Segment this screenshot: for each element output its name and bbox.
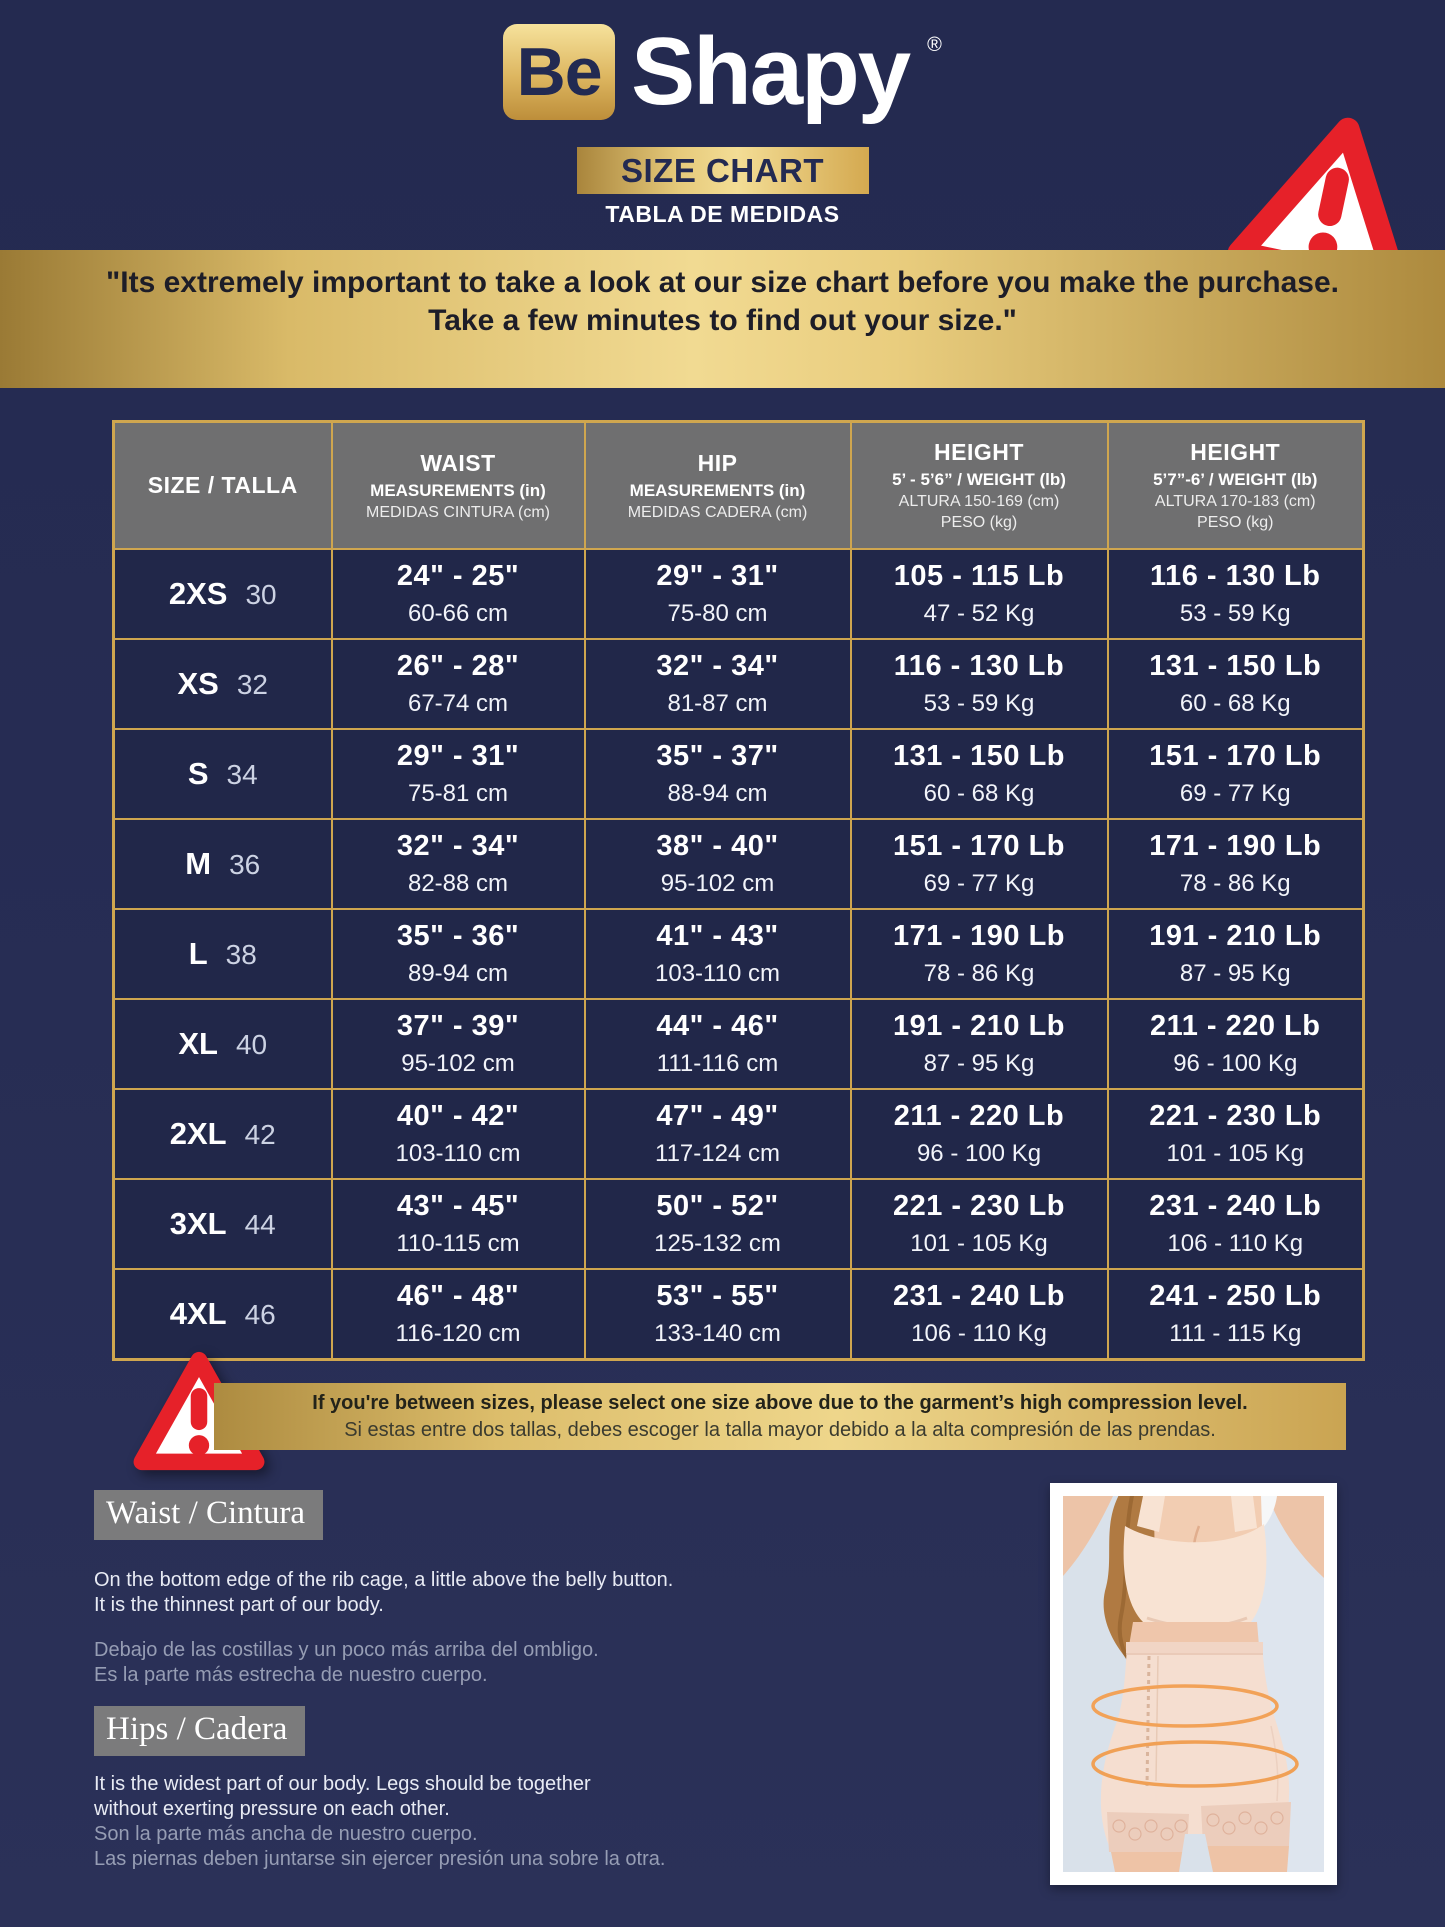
size-cell bbox=[114, 999, 332, 1089]
talla-number: 42 bbox=[244, 1119, 276, 1150]
weight-tall-kg: 60 - 68 Kg bbox=[1179, 690, 1291, 717]
weight-tall-kg: 101 - 105 Kg bbox=[1166, 1140, 1304, 1167]
weight-short-kg: 78 - 86 Kg bbox=[923, 960, 1035, 987]
weight-short-kg: 96 - 100 Kg bbox=[916, 1140, 1042, 1167]
hip-cell bbox=[585, 1269, 851, 1360]
size-chart-title-bar bbox=[577, 147, 869, 194]
header-hip-sub-bold: MEASUREMENTS (in) bbox=[629, 480, 806, 500]
header-height1-sub-bold: 5’ - 5’6” / WEIGHT (lb) bbox=[892, 470, 1066, 489]
weight-tall-kg: 111 - 115 Kg bbox=[1169, 1320, 1302, 1347]
waist-cm: 95-102 cm bbox=[401, 1050, 515, 1077]
waist-cm: 67-74 cm bbox=[407, 690, 509, 717]
weight-short-lb: 105 - 115 Lb bbox=[893, 560, 1065, 592]
waist-cell bbox=[332, 1179, 585, 1269]
talla-number: 38 bbox=[225, 939, 257, 970]
hips-section-heading: Hips / Cadera bbox=[94, 1706, 305, 1756]
size-label: 3XL bbox=[169, 1206, 227, 1241]
size-label: S bbox=[187, 756, 209, 791]
talla-number: 36 bbox=[229, 849, 261, 880]
waist-es-line-1: Debajo de las costillas y un poco más arriba del ombligo. bbox=[94, 1639, 599, 1661]
banner-line-1: "Its extremely important to take a look at our size chart before you make the purchase. bbox=[106, 266, 1339, 299]
hip-inches: 50" - 52" bbox=[656, 1190, 779, 1222]
talla-number: 46 bbox=[244, 1299, 276, 1330]
hip-cm: 81-87 cm bbox=[667, 690, 768, 717]
logo-shapy-text: Shapy bbox=[631, 18, 910, 125]
weight-tall-cell bbox=[1108, 909, 1364, 999]
header-row bbox=[114, 422, 1364, 550]
hip-cm: 88-94 cm bbox=[667, 780, 768, 807]
table-row bbox=[114, 729, 1364, 819]
hip-cell bbox=[585, 999, 851, 1089]
waist-cm: 116-120 cm bbox=[395, 1320, 521, 1347]
tabla-de-medidas-subtitle: TABLA DE MEDIDAS bbox=[605, 201, 840, 227]
hips-en-line-1: It is the widest part of our body. Legs should be together bbox=[94, 1773, 591, 1795]
weight-short-cell bbox=[851, 999, 1108, 1089]
hip-cell bbox=[585, 1089, 851, 1179]
waist-en-line-2: It is the thinnest part of our body. bbox=[94, 1594, 384, 1616]
hip-cell bbox=[585, 639, 851, 729]
header-waist bbox=[332, 422, 585, 550]
weight-short-lb: 131 - 150 Lb bbox=[892, 740, 1066, 772]
weight-short-lb: 171 - 190 Lb bbox=[892, 920, 1066, 952]
waist-inches: 24" - 25" bbox=[396, 560, 520, 592]
waist-cm: 60-66 cm bbox=[407, 600, 509, 627]
header-height1-title: HEIGHT bbox=[934, 439, 1024, 465]
weight-tall-kg: 106 - 110 Kg bbox=[1167, 1230, 1304, 1257]
weight-tall-kg: 78 - 86 Kg bbox=[1179, 870, 1291, 897]
table-row bbox=[114, 639, 1364, 729]
size-label: L bbox=[188, 936, 208, 971]
talla-number: 30 bbox=[245, 579, 277, 610]
header-height2-title: HEIGHT bbox=[1190, 439, 1281, 465]
note-line-en: If you're between sizes, please select one size above due to the garment’s high compression level. bbox=[312, 1392, 1248, 1414]
header-height-1 bbox=[851, 422, 1108, 550]
waist-cell bbox=[332, 549, 585, 639]
size-cell bbox=[114, 639, 332, 729]
header-height2-sub: ALTURA 170-183 (cm) bbox=[1154, 493, 1316, 510]
weight-short-kg: 101 - 105 Kg bbox=[910, 1230, 1048, 1257]
table-row bbox=[114, 549, 1364, 639]
hips-es-line-1: Son la parte más ancha de nuestro cuerpo. bbox=[94, 1823, 478, 1845]
table-row bbox=[114, 1179, 1364, 1269]
weight-tall-cell bbox=[1108, 1179, 1364, 1269]
size-cell bbox=[114, 909, 332, 999]
header-hip-title: HIP bbox=[697, 449, 738, 476]
weight-short-kg: 106 - 110 Kg bbox=[911, 1320, 1047, 1347]
weight-tall-lb: 241 - 250 Lb bbox=[1149, 1280, 1322, 1312]
hips-es-line-2: Las piernas deben juntarse sin ejercer presión una sobre la otra. bbox=[94, 1848, 666, 1870]
weight-tall-lb: 191 - 210 Lb bbox=[1149, 920, 1322, 952]
waist-inches: 37" - 39" bbox=[396, 1010, 520, 1042]
waist-inches: 43" - 45" bbox=[396, 1190, 520, 1222]
shapewear-illustration bbox=[1063, 1496, 1324, 1872]
size-cell bbox=[114, 1269, 332, 1360]
weight-short-cell bbox=[851, 1089, 1108, 1179]
weight-tall-cell bbox=[1108, 549, 1364, 639]
weight-tall-lb: 231 - 240 Lb bbox=[1149, 1190, 1322, 1222]
weight-tall-lb: 171 - 190 Lb bbox=[1149, 830, 1322, 862]
note-line-es: Si estas entre dos tallas, debes escoger la talla mayor debido a la alta compresión de las prendas. bbox=[344, 1419, 1216, 1441]
weight-short-cell bbox=[851, 729, 1108, 819]
table-row bbox=[114, 999, 1364, 1089]
talla-number: 34 bbox=[226, 759, 258, 790]
weight-short-lb: 231 - 240 Lb bbox=[892, 1280, 1066, 1312]
size-table-body bbox=[114, 549, 1364, 1360]
hip-cm: 125-132 cm bbox=[654, 1230, 781, 1257]
weight-short-cell bbox=[851, 1269, 1108, 1360]
hip-inches: 32" - 34" bbox=[656, 650, 779, 682]
header-height1-sub2: PESO (kg) bbox=[940, 514, 1018, 531]
weight-tall-cell bbox=[1108, 999, 1364, 1089]
waist-cell bbox=[332, 1269, 585, 1360]
weight-short-cell bbox=[851, 1179, 1108, 1269]
hip-inches: 38" - 40" bbox=[656, 830, 779, 862]
weight-short-lb: 151 - 170 Lb bbox=[892, 830, 1066, 862]
table-row bbox=[114, 1089, 1364, 1179]
header-waist-sub: MEDIDAS CINTURA (cm) bbox=[366, 503, 550, 521]
weight-short-lb: 211 - 220 Lb bbox=[893, 1100, 1065, 1132]
header-height2-sub-bold: 5’7”-6’ / WEIGHT (lb) bbox=[1153, 470, 1318, 489]
waist-cm: 75-81 cm bbox=[407, 780, 509, 807]
table-row bbox=[114, 1269, 1364, 1360]
waist-description-en bbox=[94, 1568, 673, 1618]
weight-short-cell bbox=[851, 549, 1108, 639]
weight-short-kg: 87 - 95 Kg bbox=[923, 1050, 1035, 1077]
brand-logo bbox=[0, 18, 1445, 125]
weight-short-lb: 116 - 130 Lb bbox=[893, 650, 1065, 682]
size-cell bbox=[114, 729, 332, 819]
hip-cell bbox=[585, 819, 851, 909]
weight-tall-lb: 116 - 130 Lb bbox=[1150, 560, 1321, 592]
hips-description-es bbox=[94, 1822, 665, 1872]
hip-inches: 44" - 46" bbox=[656, 1010, 779, 1042]
hip-cm: 111-116 cm bbox=[656, 1050, 779, 1077]
weight-short-cell bbox=[851, 639, 1108, 729]
waist-es-line-2: Es la parte más estrecha de nuestro cuerpo. bbox=[94, 1664, 488, 1686]
size-label: M bbox=[185, 846, 212, 881]
size-table-header bbox=[114, 422, 1364, 550]
waist-description-es bbox=[94, 1638, 599, 1688]
table-row bbox=[114, 909, 1364, 999]
header-hip-sub: MEDIDAS CADERA (cm) bbox=[627, 503, 808, 521]
size-cell bbox=[114, 1179, 332, 1269]
weight-tall-kg: 69 - 77 Kg bbox=[1179, 780, 1291, 807]
weight-short-kg: 47 - 52 Kg bbox=[923, 600, 1035, 627]
header-size-title: SIZE / TALLA bbox=[147, 472, 298, 498]
waist-cm: 110-115 cm bbox=[396, 1230, 520, 1257]
header-size-talla bbox=[114, 422, 332, 550]
weight-tall-kg: 96 - 100 Kg bbox=[1173, 1050, 1298, 1077]
hip-cm: 75-80 cm bbox=[667, 600, 768, 627]
waist-cell bbox=[332, 729, 585, 819]
hips-en-line-2: without exerting pressure on each other. bbox=[94, 1798, 450, 1820]
waist-cm: 89-94 cm bbox=[407, 960, 509, 987]
hip-cell bbox=[585, 549, 851, 639]
hip-cell bbox=[585, 909, 851, 999]
size-table bbox=[112, 420, 1365, 1361]
hip-inches: 47" - 49" bbox=[656, 1100, 779, 1132]
importance-banner bbox=[0, 250, 1445, 388]
weight-tall-lb: 221 - 230 Lb bbox=[1149, 1100, 1322, 1132]
weight-tall-cell bbox=[1108, 1089, 1364, 1179]
weight-tall-cell bbox=[1108, 819, 1364, 909]
waist-cell bbox=[332, 909, 585, 999]
weight-tall-lb: 131 - 150 Lb bbox=[1149, 650, 1322, 682]
hip-inches: 53" - 55" bbox=[656, 1280, 779, 1312]
size-chart-title: SIZE CHART bbox=[621, 151, 824, 189]
size-cell bbox=[114, 549, 332, 639]
waist-cell bbox=[332, 819, 585, 909]
weight-short-kg: 60 - 68 Kg bbox=[923, 780, 1035, 807]
waist-inches: 35" - 36" bbox=[396, 920, 520, 952]
hip-inches: 41" - 43" bbox=[656, 920, 779, 952]
talla-number: 44 bbox=[244, 1209, 276, 1240]
size-label: 2XL bbox=[169, 1116, 227, 1151]
hip-cm: 133-140 cm bbox=[654, 1320, 781, 1347]
weight-short-cell bbox=[851, 819, 1108, 909]
waist-inches: 46" - 48" bbox=[396, 1280, 520, 1312]
header-waist-sub-bold: MEASUREMENTS (in) bbox=[370, 480, 546, 500]
waist-section-heading: Waist / Cintura bbox=[94, 1490, 323, 1540]
hip-inches: 29" - 31" bbox=[656, 560, 779, 592]
weight-tall-kg: 53 - 59 Kg bbox=[1179, 600, 1291, 627]
banner-line-2: Take a few minutes to find out your size." bbox=[428, 304, 1017, 337]
hip-cell bbox=[585, 1179, 851, 1269]
header-waist-title: WAIST bbox=[420, 449, 496, 476]
size-label: XS bbox=[177, 666, 219, 701]
hips-description-en bbox=[94, 1772, 591, 1822]
header-height2-sub2: PESO (kg) bbox=[1197, 514, 1274, 531]
waist-cell bbox=[332, 1089, 585, 1179]
weight-tall-cell bbox=[1108, 729, 1364, 819]
hip-cm: 117-124 cm bbox=[655, 1140, 780, 1167]
weight-short-kg: 69 - 77 Kg bbox=[923, 870, 1035, 897]
shapewear-photo bbox=[1050, 1483, 1337, 1885]
talla-number: 40 bbox=[235, 1029, 268, 1060]
size-cell bbox=[114, 1089, 332, 1179]
weight-tall-cell bbox=[1108, 1269, 1364, 1360]
hip-inches: 35" - 37" bbox=[656, 740, 779, 772]
waist-cm: 82-88 cm bbox=[407, 870, 509, 897]
hip-cell bbox=[585, 729, 851, 819]
waist-inches: 40" - 42" bbox=[396, 1100, 520, 1132]
size-cell bbox=[114, 819, 332, 909]
logo-be-box bbox=[503, 24, 615, 120]
table-row bbox=[114, 819, 1364, 909]
size-label: 2XS bbox=[168, 576, 228, 611]
weight-tall-kg: 87 - 95 Kg bbox=[1179, 960, 1291, 987]
waist-inches: 26" - 28" bbox=[396, 650, 520, 682]
hip-cm: 95-102 cm bbox=[660, 870, 775, 897]
waist-cm: 103-110 cm bbox=[395, 1140, 521, 1167]
weight-short-lb: 191 - 210 Lb bbox=[892, 1010, 1066, 1042]
size-label: 4XL bbox=[169, 1296, 227, 1331]
header-height1-sub: ALTURA 150-169 (cm) bbox=[898, 493, 1060, 510]
weight-tall-lb: 211 - 220 Lb bbox=[1150, 1010, 1321, 1042]
waist-cell bbox=[332, 999, 585, 1089]
header-height-2 bbox=[1108, 422, 1364, 550]
header-hip bbox=[585, 422, 851, 550]
size-label: XL bbox=[178, 1026, 218, 1061]
waist-en-line-1: On the bottom edge of the rib cage, a little above the belly button. bbox=[94, 1569, 674, 1591]
waist-inches: 29" - 31" bbox=[396, 740, 520, 772]
weight-short-lb: 221 - 230 Lb bbox=[892, 1190, 1066, 1222]
talla-number: 32 bbox=[236, 669, 268, 700]
weight-short-cell bbox=[851, 909, 1108, 999]
weight-tall-cell bbox=[1108, 639, 1364, 729]
waist-cell bbox=[332, 639, 585, 729]
waist-inches: 32" - 34" bbox=[396, 830, 520, 862]
between-sizes-note bbox=[214, 1383, 1346, 1450]
hip-cm: 103-110 cm bbox=[655, 960, 780, 987]
registered-mark: ® bbox=[927, 34, 942, 56]
logo-be-text: Be bbox=[516, 34, 602, 110]
weight-tall-lb: 151 - 170 Lb bbox=[1149, 740, 1322, 772]
weight-short-kg: 53 - 59 Kg bbox=[923, 690, 1035, 717]
